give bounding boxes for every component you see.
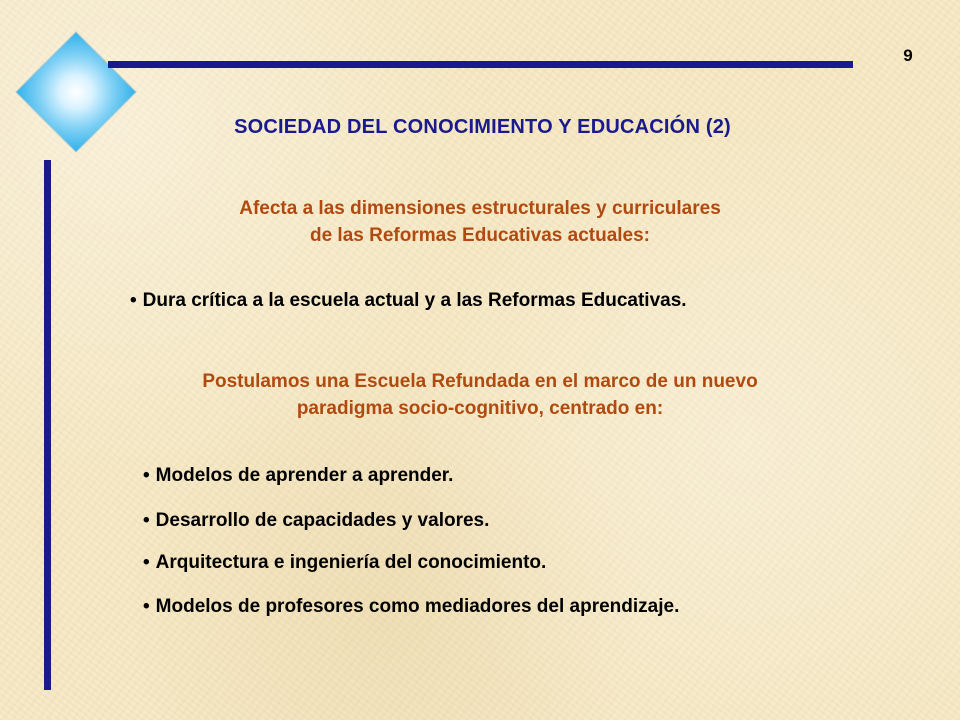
list-item-text: Desarrollo de capacidades y valores. — [155, 510, 490, 531]
postulate-text — [110, 368, 850, 422]
list-item — [143, 510, 489, 532]
left-accent-bar — [44, 160, 51, 690]
list-item-text: Modelos de profesores como mediadores del aprendizaje. — [155, 596, 680, 617]
intro-line-2: de las Reformas Educativas actuales: — [309, 225, 651, 246]
list-item — [143, 552, 546, 574]
critique-bullet — [130, 290, 687, 312]
list-item — [143, 596, 679, 618]
list-item-text: Arquitectura e ingeniería del conocimiento. — [155, 552, 547, 573]
bullet-dot: • — [143, 596, 150, 617]
slide-title: SOCIEDAD DEL CONOCIMIENTO Y EDUCACIÓN (2) — [234, 116, 731, 138]
intro-line-1: Afecta a las dimensiones estructurales y curriculares — [239, 198, 721, 219]
bullet-dot: • — [143, 552, 150, 573]
bullet-dot: • — [143, 510, 150, 531]
list-item — [143, 465, 453, 487]
critique-bullet-text: Dura crítica a la escuela actual y a las Reformas Educativas. — [142, 290, 687, 311]
postulate-line-2: paradigma socio-cognitivo, centrado en: — [296, 398, 664, 419]
bullet-dot: • — [143, 465, 150, 486]
page-number: 9 — [903, 46, 913, 65]
postulate-line-1: Postulamos una Escuela Refundada en el marco de un nuevo — [202, 371, 758, 392]
top-accent-bar — [108, 61, 853, 68]
intro-text — [130, 195, 830, 249]
bullet-dot: • — [130, 290, 137, 311]
list-item-text: Modelos de aprender a aprender. — [155, 465, 454, 486]
